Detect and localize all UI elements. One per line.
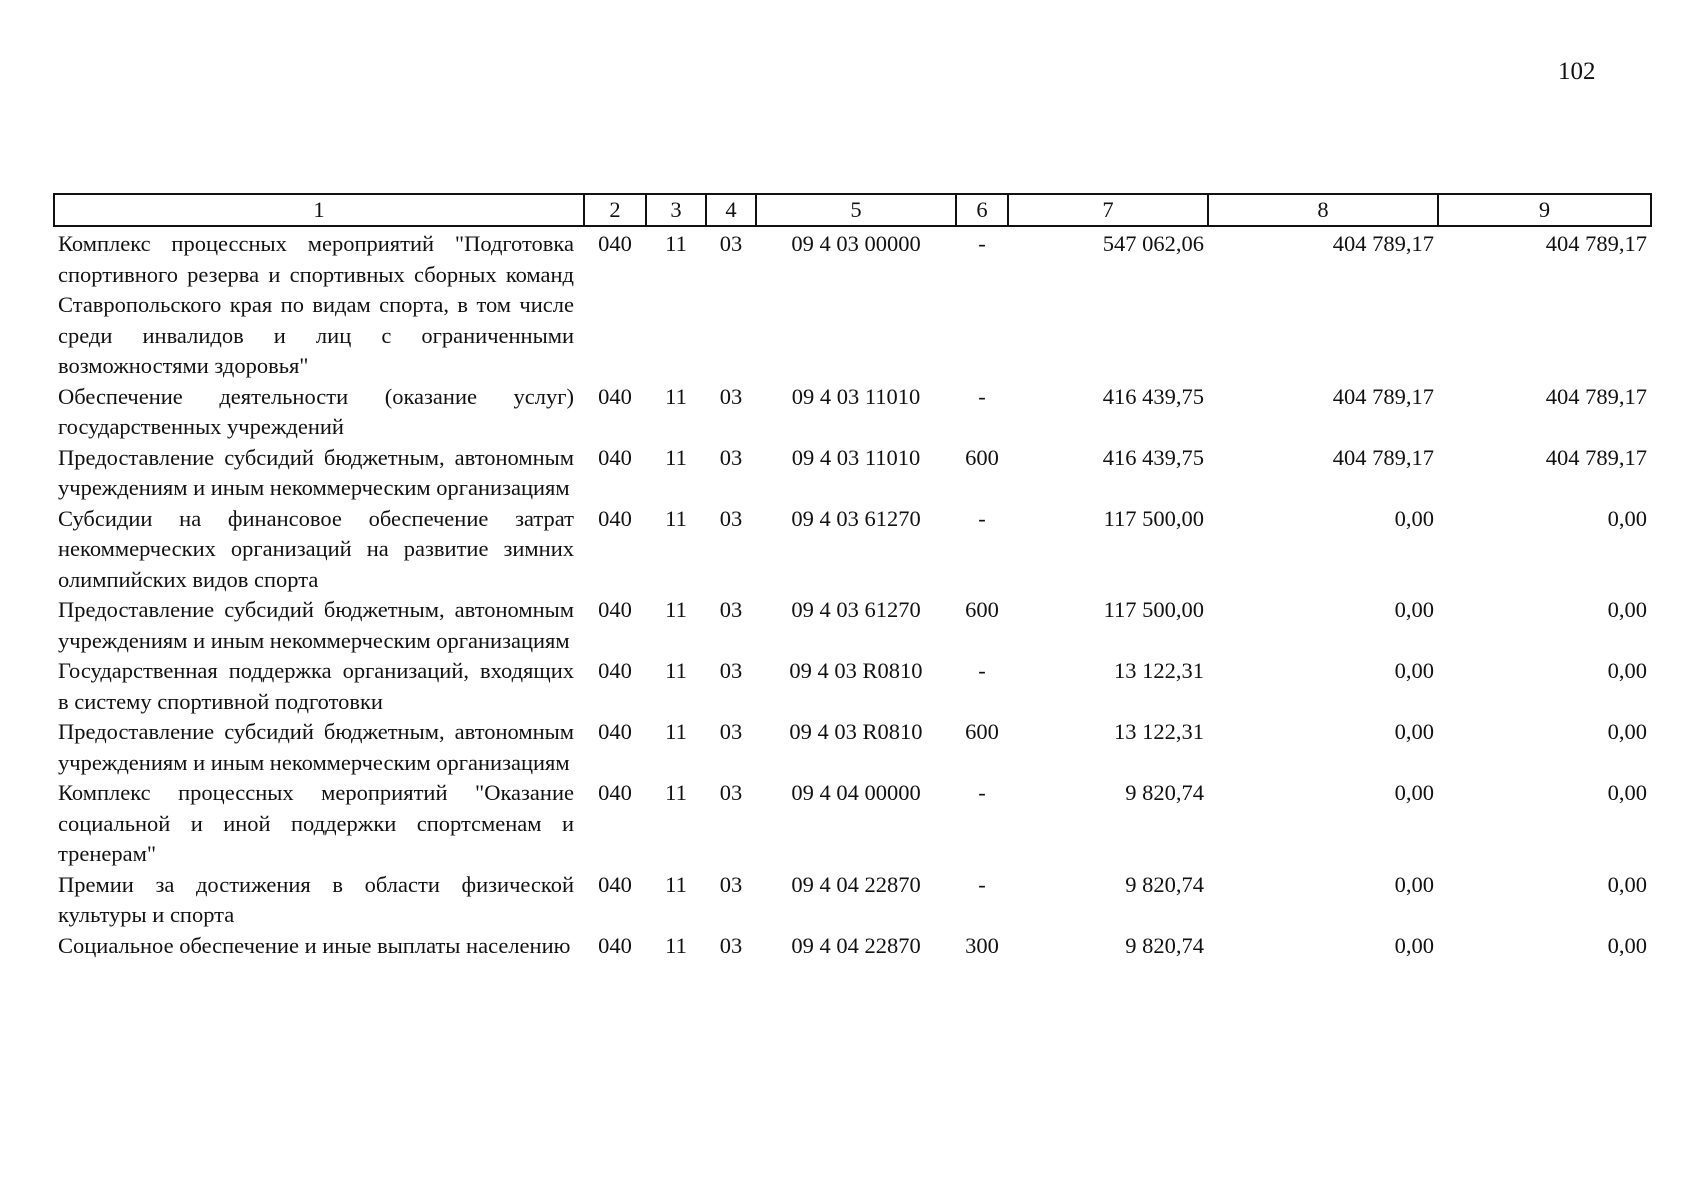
cell-amount-col8: 0,00 [1394, 719, 1434, 744]
cell-amount-col7: 117 500,00 [1103, 505, 1204, 531]
cell-expense-type: - [978, 231, 986, 256]
cell-subsection: 03 [719, 231, 743, 256]
cell-ministry-code: 040 [598, 780, 632, 805]
row-description: Предоставление субсидий бюджетным, автономным учреждениям и иным некоммерческим организациям [58, 444, 574, 500]
column-header: 1 [54, 194, 584, 226]
table-row [54, 931, 1651, 962]
cell-amount-col7: 9 820,74 [1125, 780, 1204, 805]
cell-ministry-code: 040 [598, 383, 632, 409]
page-number: 102 [1558, 58, 1596, 85]
cell-amount-col9: 404 789,17 [1545, 444, 1647, 470]
cell-expense-type: - [978, 658, 986, 683]
row-description: Предоставление субсидий бюджетным, автономным учреждениям и иным некоммерческим организациям [58, 719, 574, 775]
cell-amount-col9: 0,00 [1607, 871, 1647, 897]
cell-target-article: 09 4 03 11010 [791, 383, 921, 409]
column-header: 8 [1208, 194, 1438, 226]
cell-subsection: 03 [719, 444, 743, 470]
cell-subsection: 03 [719, 658, 743, 683]
table-row [54, 504, 1651, 596]
row-description: Социальное обеспечение и иные выплаты населению [58, 932, 571, 958]
cell-expense-type: - [978, 505, 986, 531]
cell-ministry-code: 040 [598, 658, 632, 683]
cell-section: 11 [665, 932, 687, 958]
cell-expense-type: 600 [965, 444, 999, 470]
cell-section: 11 [665, 505, 687, 531]
cell-section: 11 [665, 719, 687, 744]
cell-subsection: 03 [719, 505, 743, 531]
row-description: Комплекс процессных мероприятий "Подготовка спортивного резерва и спортивных сборных команд Ставропольского края по видам спорта, в том числе среди инвалидов и лиц с ограниченными возможностями здоровья" [58, 231, 574, 378]
cell-subsection: 03 [719, 871, 743, 897]
cell-amount-col8: 0,00 [1394, 871, 1434, 897]
cell-subsection: 03 [719, 932, 743, 958]
cell-amount-col7: 117 500,00 [1103, 597, 1204, 622]
cell-section: 11 [665, 444, 687, 470]
cell-amount-col7: 416 439,75 [1102, 383, 1204, 409]
table-row [54, 226, 1651, 382]
cell-section: 11 [665, 383, 687, 409]
cell-target-article: 09 4 03 R0810 [789, 719, 923, 744]
cell-amount-col9: 404 789,17 [1545, 231, 1647, 256]
row-description: Обеспечение деятельности (оказание услуг) государственных учреждений [58, 383, 574, 439]
cell-subsection: 03 [719, 383, 743, 409]
cell-ministry-code: 040 [598, 719, 632, 744]
cell-target-article: 09 4 04 00000 [791, 780, 921, 805]
cell-amount-col9: 0,00 [1607, 505, 1647, 531]
cell-expense-type: - [978, 383, 986, 409]
table-row [54, 717, 1651, 778]
cell-ministry-code: 040 [598, 597, 632, 622]
cell-section: 11 [665, 597, 687, 622]
cell-section: 11 [665, 871, 687, 897]
column-header: 9 [1438, 194, 1651, 226]
cell-section: 11 [665, 658, 687, 683]
row-description: Государственная поддержка организаций, входящих в систему спортивной подготовки [58, 658, 574, 714]
cell-expense-type: - [978, 780, 986, 805]
cell-section: 11 [665, 231, 687, 256]
column-header: 5 [756, 194, 956, 226]
cell-amount-col9: 404 789,17 [1545, 383, 1647, 409]
cell-target-article: 09 4 03 61270 [791, 597, 921, 622]
cell-amount-col8: 404 789,17 [1332, 383, 1434, 409]
column-header: 6 [956, 194, 1008, 226]
cell-amount-col9: 0,00 [1607, 780, 1647, 805]
cell-subsection: 03 [719, 780, 743, 805]
cell-amount-col7: 547 062,06 [1102, 231, 1204, 256]
table-row [54, 595, 1651, 656]
cell-ministry-code: 040 [598, 505, 632, 531]
cell-expense-type: - [978, 871, 986, 897]
cell-amount-col8: 404 789,17 [1332, 444, 1434, 470]
cell-expense-type: 600 [965, 719, 999, 744]
cell-subsection: 03 [719, 597, 743, 622]
table-row [54, 870, 1651, 931]
cell-expense-type: 300 [965, 932, 999, 958]
table-row [54, 382, 1651, 443]
column-header: 7 [1008, 194, 1208, 226]
cell-ministry-code: 040 [598, 932, 632, 958]
cell-section: 11 [665, 780, 687, 805]
cell-target-article: 09 4 04 22870 [791, 871, 921, 897]
cell-amount-col8: 0,00 [1394, 505, 1434, 531]
cell-target-article: 09 4 03 R0810 [789, 658, 923, 683]
cell-amount-col7: 9 820,74 [1125, 871, 1204, 897]
cell-amount-col9: 0,00 [1607, 932, 1647, 958]
cell-amount-col8: 0,00 [1394, 658, 1434, 683]
table-row [54, 443, 1651, 504]
cell-subsection: 03 [719, 719, 743, 744]
cell-amount-col7: 416 439,75 [1102, 444, 1204, 470]
cell-amount-col7: 13 122,31 [1114, 658, 1204, 683]
cell-ministry-code: 040 [598, 871, 632, 897]
cell-ministry-code: 040 [598, 231, 632, 256]
cell-amount-col9: 0,00 [1607, 719, 1647, 744]
table-row [54, 778, 1651, 870]
cell-amount-col7: 9 820,74 [1125, 932, 1204, 958]
table-row [54, 656, 1651, 717]
cell-amount-col8: 404 789,17 [1332, 231, 1434, 256]
row-description: Премии за достижения в области физической культуры и спорта [58, 871, 574, 927]
cell-target-article: 09 4 04 22870 [791, 932, 921, 958]
budget-table [53, 193, 1652, 961]
cell-amount-col9: 0,00 [1607, 658, 1647, 683]
cell-target-article: 09 4 03 61270 [791, 505, 921, 531]
column-header: 2 [584, 194, 646, 226]
cell-target-article: 09 4 03 00000 [791, 231, 921, 256]
row-description: Комплекс процессных мероприятий "Оказание социальной и иной поддержки спортсменам и тренерам" [58, 780, 574, 866]
column-header: 4 [706, 194, 756, 226]
cell-amount-col8: 0,00 [1394, 597, 1434, 622]
cell-amount-col8: 0,00 [1394, 932, 1434, 958]
row-description: Субсидии на финансовое обеспечение затрат некоммерческих организаций на развитие зимних олимпийских видов спорта [58, 505, 574, 592]
cell-target-article: 09 4 03 11010 [791, 444, 921, 470]
table-header-row [54, 194, 1651, 226]
cell-amount-col9: 0,00 [1607, 597, 1647, 622]
cell-ministry-code: 040 [598, 444, 632, 470]
cell-expense-type: 600 [965, 597, 999, 622]
cell-amount-col7: 13 122,31 [1114, 719, 1204, 744]
row-description: Предоставление субсидий бюджетным, автономным учреждениям и иным некоммерческим организациям [58, 597, 574, 653]
cell-amount-col8: 0,00 [1394, 780, 1434, 805]
column-header: 3 [646, 194, 706, 226]
